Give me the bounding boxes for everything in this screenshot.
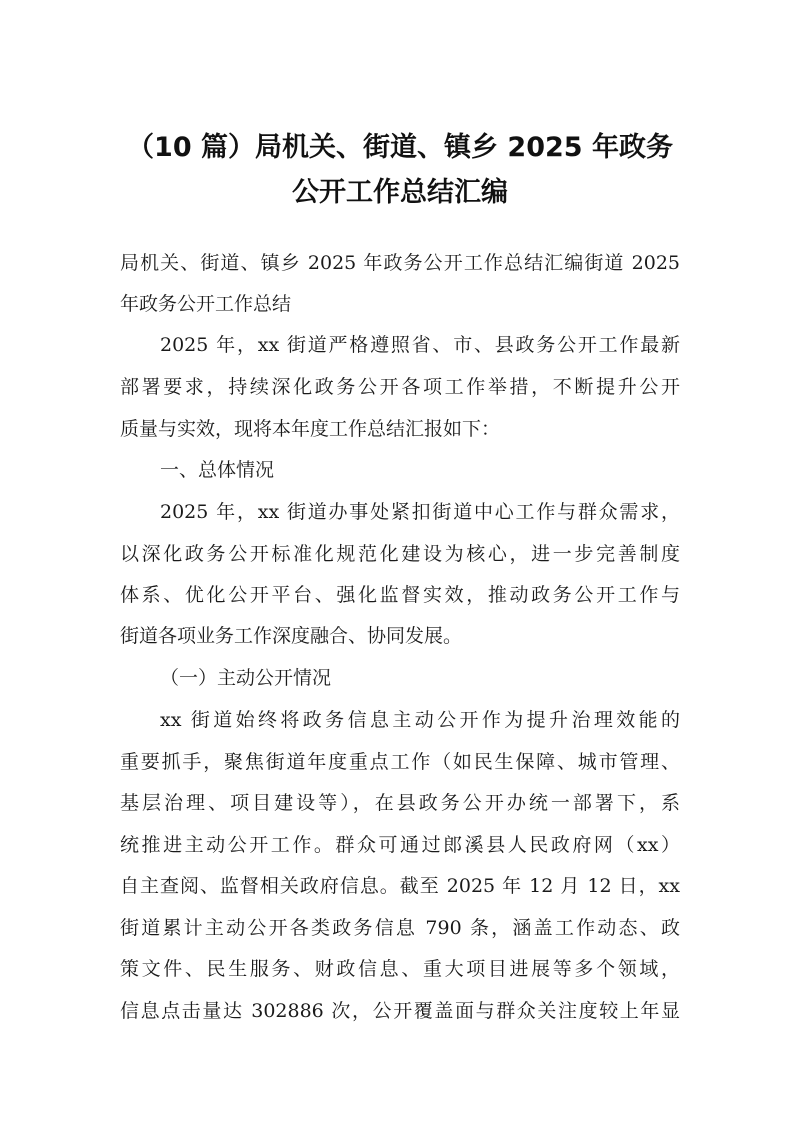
body-line: 局机关、街道、镇乡 2025 年政务公开工作总结汇编街道 2025 (120, 252, 680, 274)
subsection-heading: （一）主动公开情况 (160, 667, 332, 689)
body-line: 部署要求，持续深化政务公开各项工作举措，不断提升公开 (120, 376, 680, 398)
document-title-line-2: 公开工作总结汇编 (292, 177, 508, 208)
body-line: 2025 年，xx 街道办事处紧扣街道中心工作与群众需求， (160, 501, 680, 523)
body-line: 街道各项业务工作深度融合、协同发展。 (120, 625, 463, 647)
body-line: 自主查阅、监督相关政府信息。截至 2025 年 12 月 12 日，xx (120, 875, 680, 897)
body-line: 重要抓手，聚焦街道年度重点工作（如民生保障、城市管理、 (120, 751, 680, 773)
body-line: xx 街道始终将政务信息主动公开作为提升治理效能的 (160, 709, 680, 731)
body-line: 以深化政务公开标准化规范化建设为核心，进一步完善制度 (120, 543, 680, 565)
body-line: 统推进主动公开工作。群众可通过郎溪县人民政府网（xx） (120, 834, 680, 856)
body-line: 基层治理、项目建设等），在县政务公开办统一部署下，系 (120, 792, 680, 814)
body-line: 年政务公开工作总结 (120, 293, 292, 315)
section-heading: 一、总体情况 (160, 459, 275, 481)
body-line: 信息点击量达 302886 次，公开覆盖面与群众关注度较上年显 (120, 1000, 680, 1022)
document-title-line-1: （10 篇）局机关、街道、镇乡 2025 年政务 (127, 132, 673, 163)
body-line: 体系、优化公开平台、强化监督实效，推动政务公开工作与 (120, 584, 680, 606)
body-line: 策文件、民生服务、财政信息、重大项目进展等多个领域， (120, 958, 680, 980)
body-line: 2025 年，xx 街道严格遵照省、市、县政务公开工作最新 (160, 334, 680, 356)
body-line: 街道累计主动公开各类政务信息 790 条，涵盖工作动态、政 (120, 917, 680, 939)
body-line: 质量与实效，现将本年度工作总结汇报如下： (120, 418, 501, 440)
